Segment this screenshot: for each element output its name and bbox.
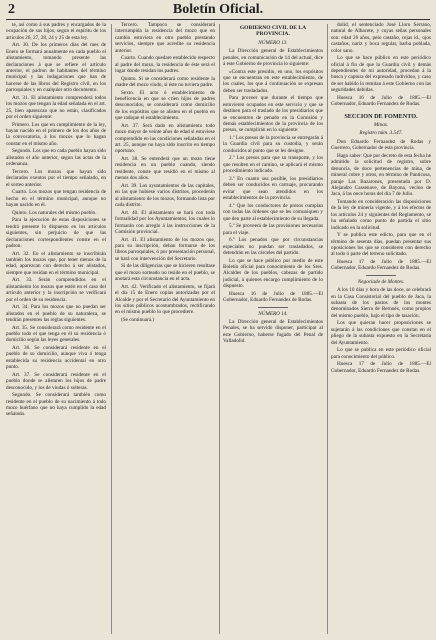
paragraph: Huesca 16 de Julio de 1885.—El Gobernador, Eduardo Fernandez de Rodas. xyxy=(331,94,431,108)
paragraph: Hago saber: Que por decreto de esta fecha he admitido la solicitud de registro, sobre denuncia, de doce pertenencias de mina, de mineral cobre y otros, en término de Panticosa, paraje Las Bazarones, presentada por D. Alejandro Cassenave, de Bayona, vecino de Jaca, á las once horas del día 7 de Julio. xyxy=(331,152,431,198)
paragraph: Para proveer que durante el tiempo que estuvieren ocupados en este servicio y que se destinen para el traslado de los presidiarios que se encuentren de penado en la Comisión y demás establecimientos de la provincia de los presos, se cumplirán en lo siguiente: xyxy=(223,95,323,134)
paragraph: 1.º Los presos de la provincia se entregarán á la Guardia civil para su custodia, y serán conducidos al punto que se les designe. xyxy=(223,135,323,154)
paragraph: 3.º En cuanto sea posible, los presidiarios deben ser conducidos en carruaje, procurando evitar que sean atendidos en los establecimientos de la provincia. xyxy=(223,175,323,202)
paragraph: Art. 41. El alistamiento de los mozos que, para su inscripción, deban formarse de los libros parroquiales, ó por presentación personal, se hará con intervención del Secretario. xyxy=(115,236,215,262)
paragraph: Art. 39. Los ayuntamientos de las capitales, en las que hubiese varios distritos, procederán al alistamiento de los mozos, formando lista por cada distrito. xyxy=(115,182,215,209)
paragraph: Huesca 16 de Julio de 1885.—El Gobernador, Eduardo Fernandez de Rodas. xyxy=(223,290,323,304)
paragraph: Art. 40. El alistamiento se hará con toda formalidad por los Ayuntamientos, los cuales lo formarán con arreglo á las instrucciones de la Comisión provincial. xyxy=(115,209,215,235)
paragraph: La Dirección general de Establecimientos penales, en comunicación de 14 del actual, dice á este Gobierno de provincia lo siguiente: xyxy=(223,48,323,68)
paragraph: Tomando en consideración las disposiciones de la ley de minería vigente, y á los efectos de los artículos 24 y siguientes del Reglamento, se ha señalado como punto de partida el sitio indicado en la solicitud. xyxy=(331,198,431,231)
paragraph: Lo que se publica en este periódico oficial para conocimiento del público. xyxy=(331,347,431,360)
paragraph: Art. 34. Para los mozos que no puedan ser alistados en el pueblo de su naturaleza, se tendrán presentes las reglas siguientes. xyxy=(6,304,106,323)
paragraph: Art. 32. En el alistamiento se inscribirán también los mozos que, por tener menos de la edad, aparezcan con derecho á ser alistados, siempre que residan en el término municipal. xyxy=(6,250,106,276)
paragraph: Art. 35. Se considerará como residente en el pueblo todo el que tenga en él su residencia ó domicilio según las leyes generales. xyxy=(6,324,106,344)
column-1 xyxy=(6,22,106,636)
paragraph: 6.º Los penados que por circunstancias especiales no puedan ser trasladados, se detendrán en las cárceles del partido. xyxy=(223,237,323,256)
page-number: 2 xyxy=(8,2,15,17)
paragraph: Art. 30. De los primeros días del mes de Enero se formará anualmente en cada pueblo el alistamiento, tomando presente las declaraciones á que se refiere el artículo anterior, el padron de habitantes del término municipal y las indagaciones que han de hacerse de las libros del Registro civil, en los parroquiales y en cualquier otro documento. xyxy=(6,42,106,94)
subheading: NÚMERO 14. xyxy=(258,310,288,317)
section-title: SECCION DE FOMENTO. xyxy=(344,112,418,120)
paragraph: Art. 33. Serán comprendidos en el alistamiento los mozos que estén en el caso del artículo anterior y la inscripción se verificará por el orden de su residencia. xyxy=(6,277,106,303)
paragraph: Tercero. Tampoco se considerará interrumpida la residencia del mozo que en cambio estuviera en otro pueblo prestando servicios, siempre que acredite su residencia anterior. xyxy=(115,22,215,54)
paragraph: Cuarto. Cuando quedare establecido respecto al padre del mozo, la residencia de éste será el lugar donde residan los padres. xyxy=(115,55,215,75)
paragraph: Art. 31. El alistamiento comprenderá todos los mozos que tengan la edad señalada en el art. 25, bien aparezcan que no están, clasificados por el orden siguiente: xyxy=(6,94,106,121)
paragraph: (Se continuará.) xyxy=(121,316,155,323)
paragraph: Para la ejecución de estas disposiciones se tendrá presente lo dispuesto en los artículos siguientes, sin perjuicio de que las declaraciones correspondientes conste en el padron. xyxy=(6,217,106,249)
column-divider xyxy=(327,24,328,634)
paragraph: La Dirección general de Establecimientos Penales, se ha servido disponer, participar al este Gobierno, haberse fugado del Penal de Valladolid. xyxy=(223,318,323,345)
paragraph: Art. 37. Será dado en alistamiento todo mozo mayor de veinte años de edad si estuviese comprendido en las condiciones señaladas en el art. 25, aunque no haya sido inscrito en tiempo oportuno. xyxy=(115,122,215,155)
paragraph: Quinto. Los naturales del mismo pueblo. xyxy=(12,209,97,216)
paragraph: Tercero. Los mozos que hayan sido declarados exentos por el tiempo señalado, en el sorteo anterior. xyxy=(6,168,106,188)
paragraph: Si de las diligencias que se hicieren resultase que el mozo sorteado no reside en el pueblo, se anotará esta circunstancia en el acta. xyxy=(115,263,215,283)
page-header xyxy=(0,0,436,20)
subheading: NÚMERO 13. xyxy=(258,39,288,46)
paragraph: Lo que se hace público por medio de este Boletín oficial para conocimiento de los Sres. Alcaldes de los pueblos, cabezas de partido judicial, á quienes encargo cumplimiento de lo dispuesto. xyxy=(223,257,323,290)
subheading: Minas. xyxy=(373,122,389,129)
paragraph: Huesca 17 de Julio de 1885.—El Gobernador, Eduardo Fernandez de Rodas. xyxy=(331,361,431,374)
paragraph: A los 10 días y hora de las doce, se celebrará en la Casa Consistorial del pueblo de Jaca, la subasta de los pastos de los montes denominados Sierra de Bernués, como propios del mismo pueblo, bajo el tipo de tasación. xyxy=(331,287,431,319)
column-divider xyxy=(111,24,112,634)
paragraph: Art. 36. Se considerará residente en el pueblo de su domicilio, aunque viva ó tenga establecida su residencia accidental en otro punto. xyxy=(6,344,106,371)
paragraph: 4.º Que los conductores de presos cumplan con todas las órdenes que se les comuniquen y que den parte al establecimiento de su llegada. xyxy=(223,202,323,222)
paragraph: Art. 42. Verificado el alistamiento, se fijará el día 15 de Enero copias autorizadas por el Alcalde y por el Secretario del Ayuntamiento en los sitios públicos acostumbrados, rectificando en el mismo pueblo lo que procediere. xyxy=(115,283,215,316)
section-separator xyxy=(258,307,288,308)
paragraph: Don Eduardo Fernandez de Rodas y Guerrero, Gobernador de esta provincia. xyxy=(331,138,431,152)
paragraph: Primero. Los que en cumplimiento de la ley, hayan nacido en el primero de los dos años de la convocatoria, á los mozos que lo hagan constar en el mismo año. xyxy=(6,121,106,147)
header-rule xyxy=(6,19,430,20)
paragraph: te, así como á sus padres y encargados de la ocupación de sus hijos, segun el espíritu de los artículos 26, 27, 28, 24 y 25 de esta ley. xyxy=(6,22,106,41)
paragraph: Y se publica este edicto, para que en el término de sesenta días, puedan presentar sus oposiciones los que se consideren con derecho al todo ó parte del terreno solicitado. xyxy=(331,232,431,258)
paragraph: 2.º Los presos para que su transporte, y los que resulten en el camino, se aplicará el mismo procedimiento indicado. xyxy=(223,155,323,175)
paragraph: Segundo. Los que en cada pueblo hayan sido alistados el año anterior, segun las actas de la ordenanza. xyxy=(6,148,106,168)
paragraph: Segundo. Se considerará también como residente en el pueblo de su nacimiento á todo mozo huérfano que no haya cumplido la edad señalada. xyxy=(6,392,106,418)
paragraph: dolid, el sentenciado José Lloro Serrano, natural de Albacete, y cuyas señas personales son: edad 26 años, pelo castaño, cejas id., ojos castaños, nariz y boca regular, barba poblada, color sano. xyxy=(331,22,431,54)
paragraph: Cuarto. Los mozos que tengan residencia de hecho en el término municipal, aunque no hayan nacido en él. xyxy=(6,189,106,209)
column-4 xyxy=(331,22,431,636)
paragraph: Art. 38. Se entenderá que un mozo tiene residencia en un pueblo cuando, siendo residente, conste que residió en el mismo al menos dos años. xyxy=(115,156,215,182)
subheading: Registro núm. 3.547. xyxy=(359,130,403,137)
column-divider xyxy=(219,24,220,634)
paragraph: Art. 37. Se considerará residente en el pueblo donde se alistaren los hijos de padre desconocido, y los de viudas ó solteras. xyxy=(6,371,106,391)
paragraph: Lo que se hace público en este periódico oficial á fin de que la Guardia civil y demás dependientes de mi autoridad, procedan á la busca y captura del expresado individuo, y caso de ser habido lo remitan á este Gobierno con las seguridades debidas. xyxy=(331,55,431,94)
paragraph: Huesca 17 de Julio de 1885.—El Gobernador, Eduardo Fernandez de Rodas. xyxy=(331,258,431,272)
column-3 xyxy=(223,22,323,636)
section-separator xyxy=(366,275,396,276)
column-2 xyxy=(115,22,215,636)
paragraph: Los que quieran hacer proposiciones se sujetarán á las condiciones que constan en el pliego de la subasta expuesto en la Secretaría del Ayuntamiento. xyxy=(331,320,431,346)
paragraph: «Contra este presidio, en uno, los expósitos que se encuentran en este establecimiento, de los cuales, los que á continuación se expresan deben ser trasladados. xyxy=(223,68,323,94)
masthead-title: Boletín Oficial. xyxy=(172,2,264,17)
paragraph: Quinto. Si se considerará como residente la madre del mozo viudo, si éste no tuviera padre. xyxy=(115,75,215,89)
paragraph: Sexto. El acto ó establecimiento de beneficencia en que se críen hijos de padres desconocidos, se considerará como domicilio de los expósitos que se alisten en el pueblo en que radique el establecimiento. xyxy=(115,89,215,122)
paragraph: 5.º Se proveerá de las provisiones necesarias para el viaje. xyxy=(223,223,323,236)
subheading: Negociado de Montes. xyxy=(357,278,405,285)
section-heading: GOBIERNO CIVIL DE LA PROVINCIA. xyxy=(239,25,307,38)
